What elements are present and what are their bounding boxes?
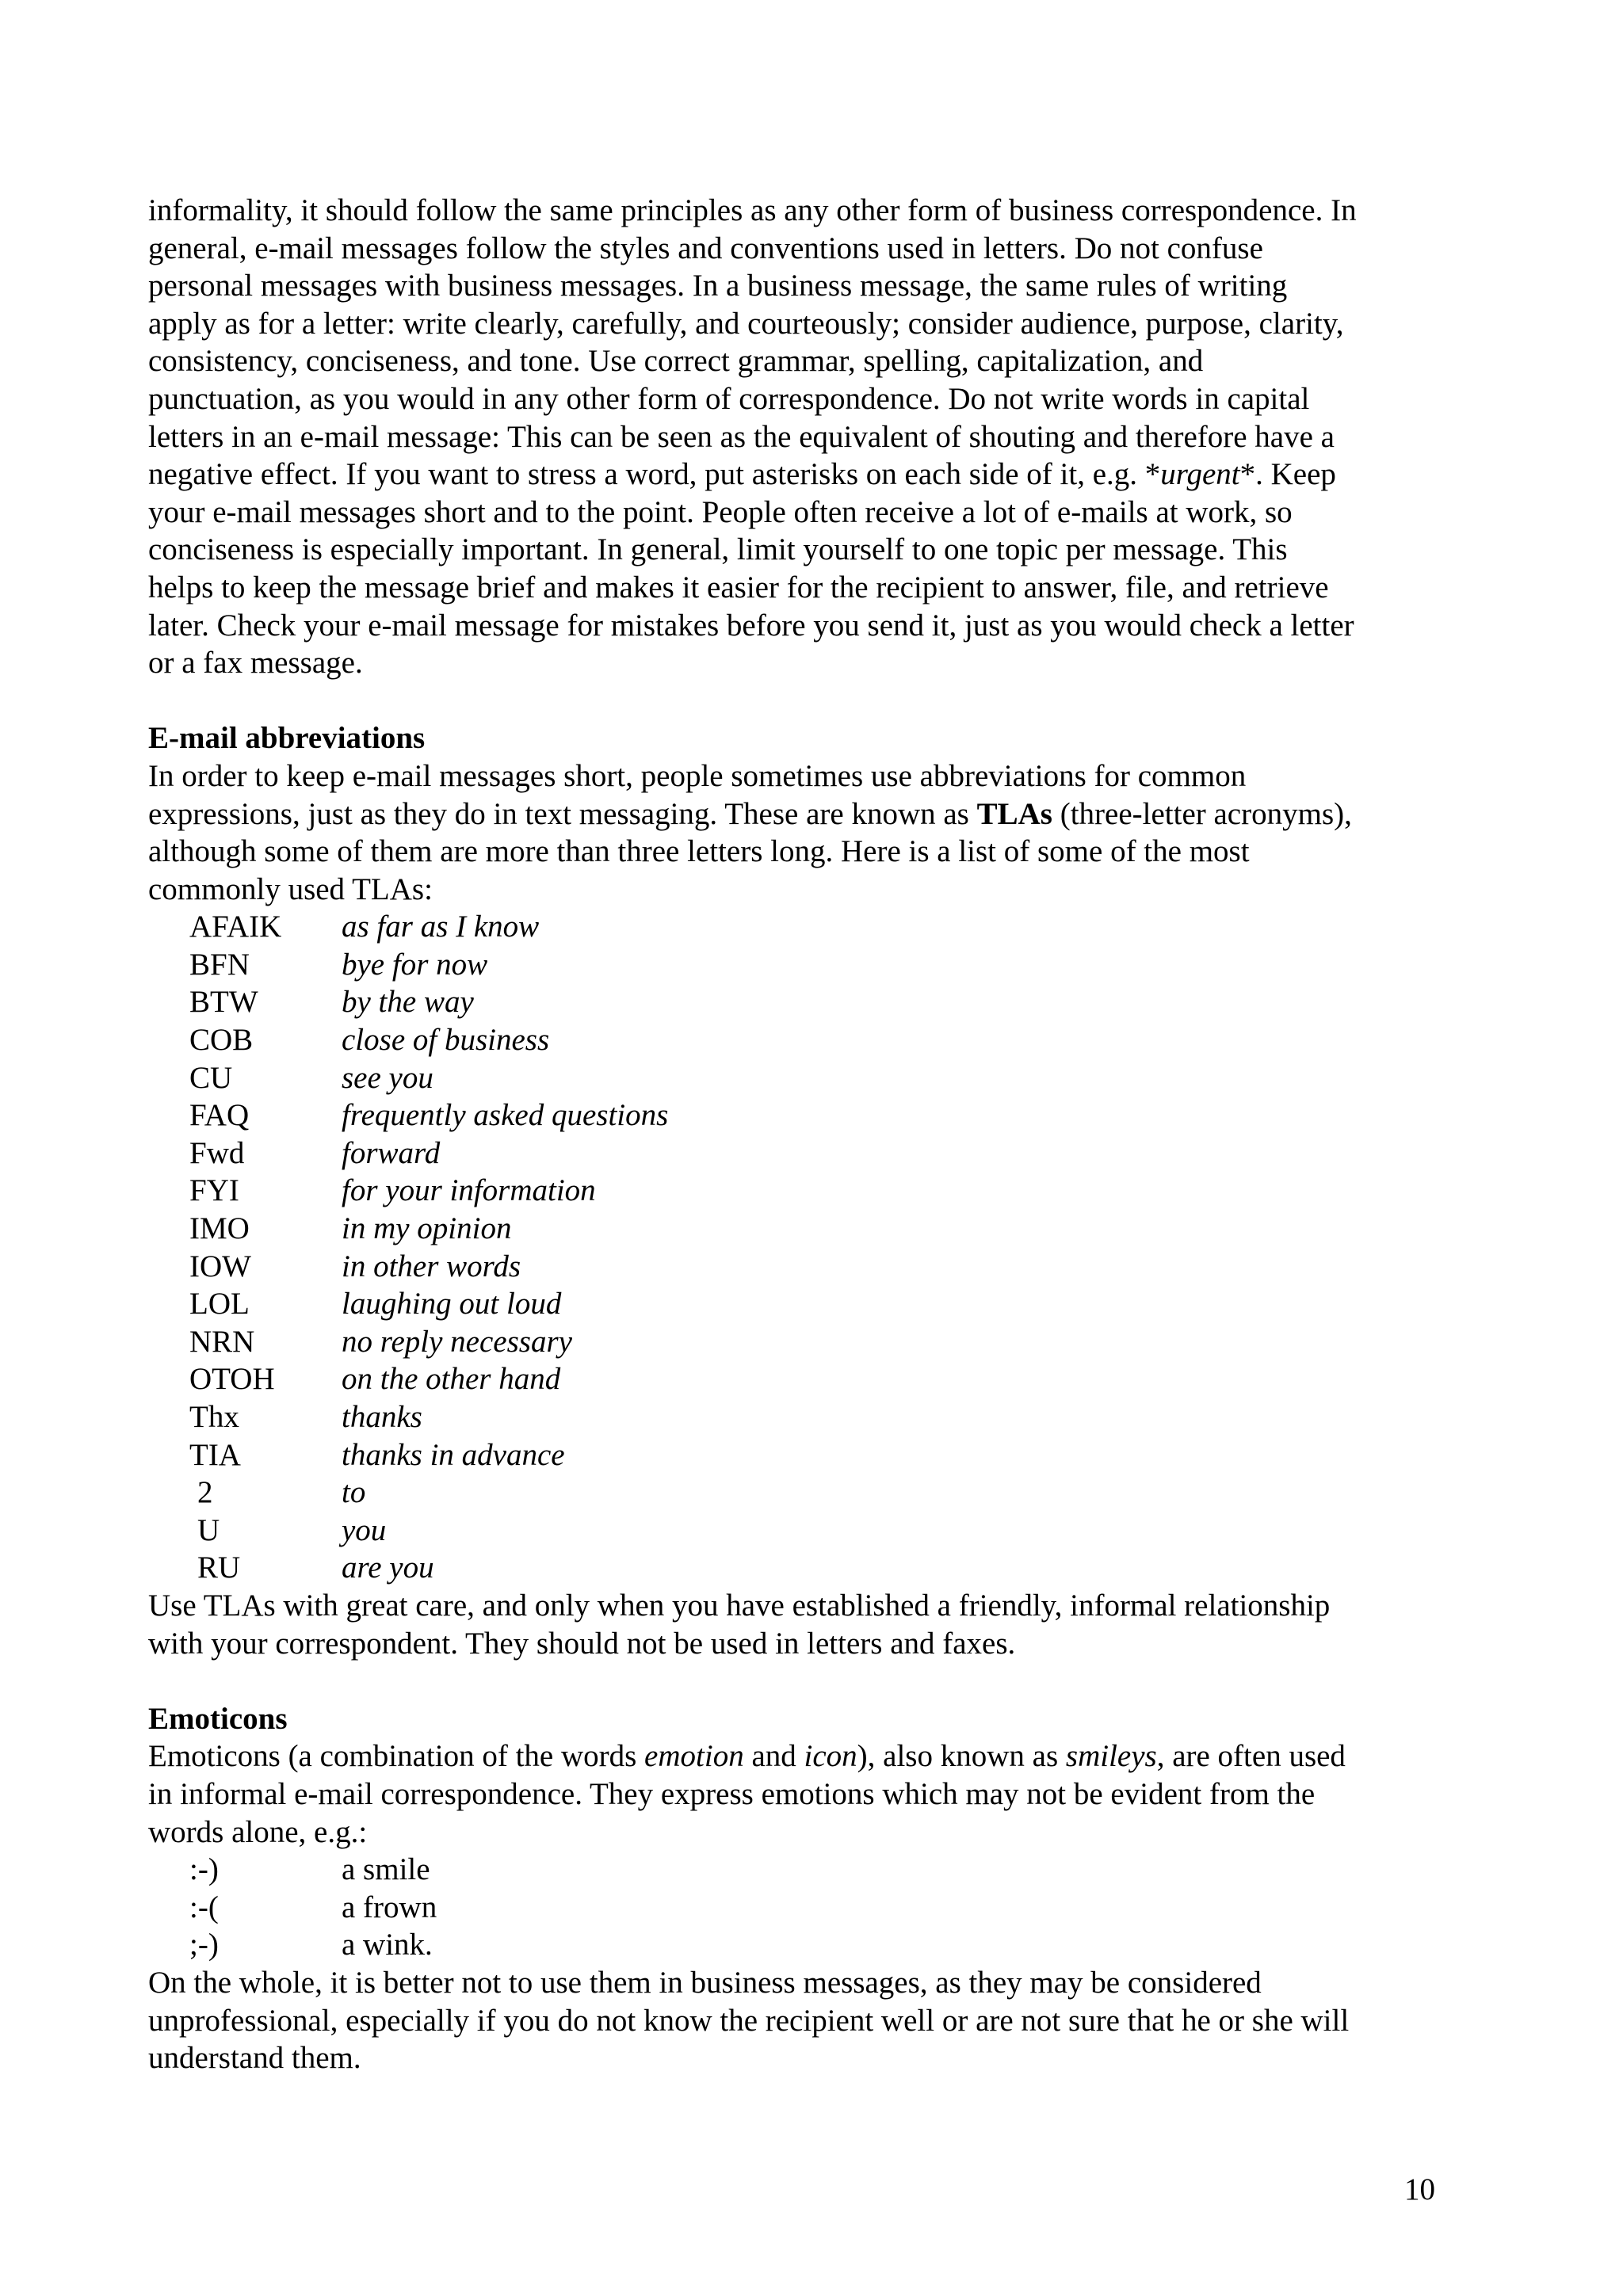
text-line: understand them. <box>148 2041 361 2076</box>
page-number: 10 <box>1404 2172 1435 2206</box>
text-line: or a fax message. <box>148 646 363 681</box>
tla-meaning: on the other hand <box>342 1362 561 1397</box>
list-item <box>148 908 1448 946</box>
text-line: apply as for a letter: write clearly, carefully, and courteously; consider audience, purpose, clarity, <box>148 306 1344 341</box>
tla-abbr: LOL <box>189 1287 250 1322</box>
text-run: (three-letter acronyms), <box>1052 796 1352 831</box>
text-line: informality, it should follow the same principles as any other form of business correspondence. In <box>148 193 1357 227</box>
list-item <box>148 1097 1448 1135</box>
list-item <box>148 1248 1448 1286</box>
tla-meaning: frequently asked questions <box>342 1098 669 1133</box>
spacer <box>148 1662 1448 1700</box>
tla-abbr: RU <box>197 1550 241 1585</box>
list-item <box>148 1398 1448 1436</box>
list-item <box>148 1436 1448 1474</box>
tla-abbr: Fwd <box>189 1135 245 1170</box>
list-item <box>148 1135 1448 1173</box>
tla-abbr: IOW <box>189 1249 251 1283</box>
emoticon-meaning: a wink. <box>342 1928 433 1962</box>
emoticon-symbol: ;-) <box>189 1928 219 1962</box>
list-item <box>148 1851 1448 1889</box>
tla-meaning: thanks in advance <box>342 1437 565 1472</box>
tla-meaning: by the way <box>342 985 474 1020</box>
text-run: and <box>743 1739 804 1774</box>
tla-meaning: laughing out loud <box>342 1287 562 1322</box>
list-item <box>148 1474 1448 1512</box>
italic-term: icon <box>804 1739 857 1774</box>
tla-abbr: TIA <box>189 1437 241 1472</box>
text-line: consistency, conciseness, and tone. Use correct grammar, spelling, capitalization, and <box>148 344 1204 379</box>
list-item <box>148 1210 1448 1248</box>
text-line <box>148 1737 1448 1775</box>
bold-term-tlas: TLAs <box>976 796 1052 831</box>
tla-meaning: in other words <box>342 1249 521 1283</box>
tla-meaning: bye for now <box>342 947 488 982</box>
text-line: In order to keep e-mail messages short, people sometimes use abbreviations for common <box>148 758 1247 793</box>
tla-abbr: IMO <box>189 1211 250 1246</box>
text-run: negative effect. If you want to stress a word, put asterisks on each side of it, e.g. * <box>148 457 1161 492</box>
document-page <box>148 192 1448 2077</box>
list-item <box>148 1323 1448 1361</box>
tla-abbr: NRN <box>189 1324 255 1359</box>
tla-abbr: FYI <box>189 1173 239 1208</box>
tla-abbr: COB <box>189 1023 254 1058</box>
tla-meaning: close of business <box>342 1023 550 1058</box>
abbreviations-section <box>148 719 1448 1662</box>
list-item <box>148 946 1448 984</box>
tla-abbr: OTOH <box>189 1362 275 1397</box>
list-item <box>148 1059 1448 1097</box>
tla-abbr: U <box>197 1512 220 1547</box>
spacer <box>148 682 1448 720</box>
tla-meaning: for your information <box>342 1173 596 1208</box>
text-line: your e-mail messages short and to the point. People often receive a lot of e-mails at work, so <box>148 494 1293 529</box>
italic-term: emotion <box>644 1739 744 1774</box>
tla-abbr: BFN <box>189 947 250 982</box>
text-line: although some of them are more than three letters long. Here is a list of some of the most <box>148 834 1250 869</box>
emoticon-meaning: a frown <box>342 1890 437 1924</box>
text-run: Emoticons (a combination of the words <box>148 1739 645 1774</box>
text-line: general, e-mail messages follow the styles and conventions used in letters. Do not confuse <box>148 231 1263 265</box>
section-heading-abbreviations: E-mail abbreviations <box>148 721 426 756</box>
text-line <box>148 795 1448 833</box>
intro-paragraph <box>148 192 1448 682</box>
tla-meaning: see you <box>342 1060 433 1095</box>
text-run: , are often used <box>1156 1739 1346 1774</box>
text-line: conciseness is especially important. In general, limit yourself to one topic per message. This <box>148 532 1288 567</box>
tla-meaning: as far as I know <box>342 910 540 944</box>
list-item <box>148 1512 1448 1550</box>
emoticon-meaning: a smile <box>342 1852 430 1887</box>
section-heading-emoticons: Emoticons <box>148 1701 288 1736</box>
tla-meaning: to <box>342 1475 366 1510</box>
list-item <box>148 1360 1448 1398</box>
text-line: letters in an e-mail message: This can be seen as the equivalent of shouting and therefore have a <box>148 419 1335 454</box>
text-line: unprofessional, especially if you do not know the recipient well or are not sure that he or she will <box>148 2003 1350 2038</box>
tla-abbr: BTW <box>189 985 258 1020</box>
text-line: with your correspondent. They should not be used in letters and faxes. <box>148 1626 1016 1661</box>
text-line: later. Check your e-mail message for mistakes before you send it, just as you would check a letter <box>148 608 1354 643</box>
italic-term: smileys <box>1065 1739 1157 1774</box>
tla-abbr: FAQ <box>189 1098 250 1133</box>
tla-abbr: 2 <box>197 1475 213 1510</box>
list-item <box>148 1021 1448 1059</box>
text-line <box>148 456 1448 494</box>
emoticon-symbol: :-( <box>189 1890 219 1924</box>
text-run: ), also known as <box>857 1739 1066 1774</box>
text-line: commonly used TLAs: <box>148 871 433 906</box>
text-line: words alone, e.g.: <box>148 1814 368 1849</box>
tla-meaning: in my opinion <box>342 1211 512 1246</box>
list-item <box>148 983 1448 1021</box>
tla-meaning: are you <box>342 1550 434 1585</box>
emphasis-urgent: urgent <box>1160 457 1240 492</box>
tla-meaning: no reply necessary <box>342 1324 572 1359</box>
list-item <box>148 1172 1448 1210</box>
emoticon-list <box>148 1851 1448 1964</box>
emoticon-symbol: :-) <box>189 1852 219 1887</box>
tla-abbr: CU <box>189 1060 233 1095</box>
text-line: punctuation, as you would in any other form of correspondence. Do not write words in capital <box>148 381 1310 416</box>
tla-abbr: Thx <box>189 1400 239 1434</box>
tla-list <box>148 908 1448 1587</box>
text-run: *. Keep <box>1239 457 1336 492</box>
list-item <box>148 1549 1448 1587</box>
list-item <box>148 1889 1448 1927</box>
text-line: On the whole, it is better not to use them in business messages, as they may be considered <box>148 1965 1262 2000</box>
text-line: personal messages with business messages. In a business message, the same rules of writing <box>148 269 1288 303</box>
list-item <box>148 1285 1448 1323</box>
list-item <box>148 1926 1448 1964</box>
tla-abbr: AFAIK <box>189 910 282 944</box>
emoticons-section <box>148 1700 1448 2077</box>
text-line: Use TLAs with great care, and only when you have established a friendly, informal relationship <box>148 1588 1331 1623</box>
tla-meaning: you <box>342 1512 387 1547</box>
text-line: in informal e-mail correspondence. They express emotions which may not be evident from the <box>148 1776 1316 1811</box>
tla-meaning: forward <box>342 1135 441 1170</box>
text-line: helps to keep the message brief and makes it easier for the recipient to answer, file, and retrieve <box>148 570 1329 605</box>
text-run: expressions, just as they do in text messaging. These are known as <box>148 796 977 831</box>
tla-meaning: thanks <box>342 1400 422 1434</box>
